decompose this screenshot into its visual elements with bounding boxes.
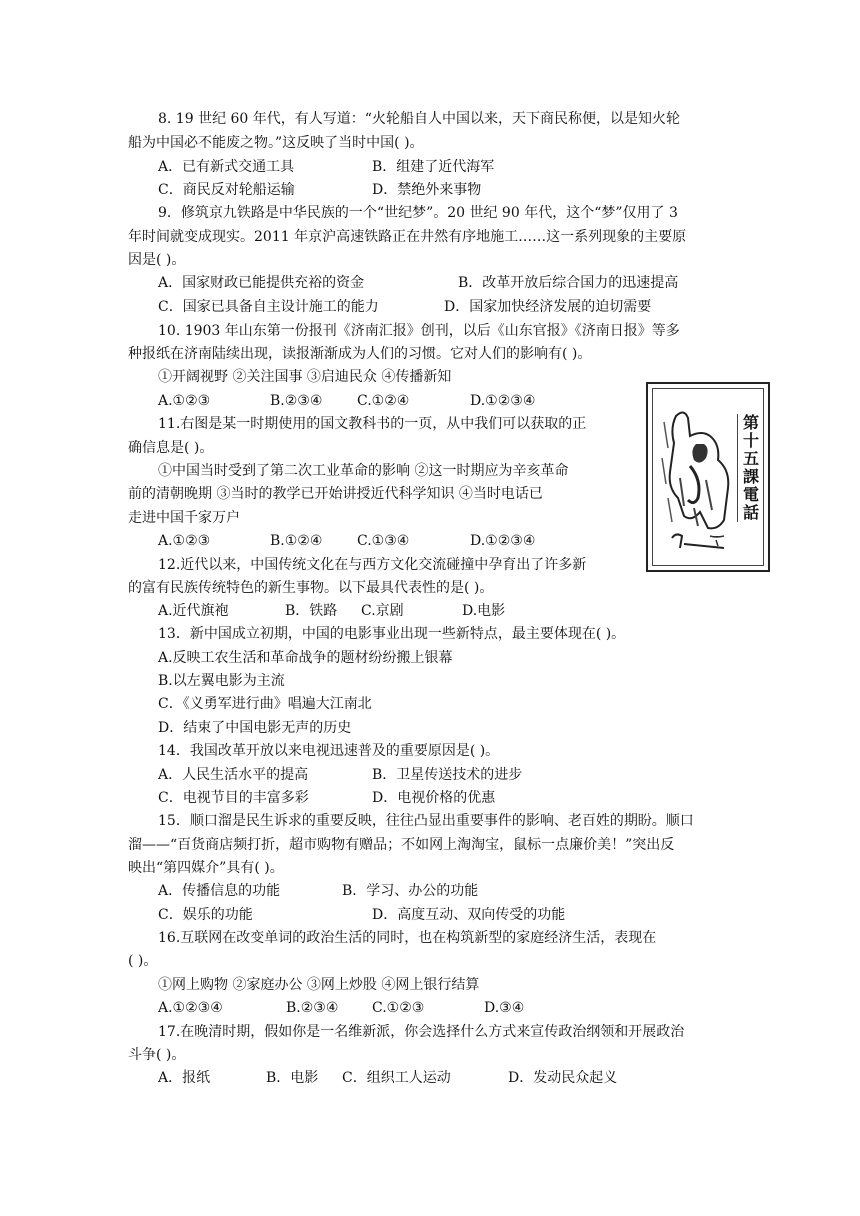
q16-stem-line-1: 16.互联网在改变单词的政治生活的同时，也在构筑新型的家庭经济生活，表现在 <box>158 930 657 946</box>
telephone-user-drawing <box>654 388 750 568</box>
lesson-title-vertical: 第十五課電話 <box>737 414 760 522</box>
q16-option-b: B.②③④ <box>286 1000 339 1016</box>
q10-option-b: B.②③④ <box>270 393 323 409</box>
q13-option-c: C．《义勇军进行曲》唱遍大江南北 <box>158 696 372 712</box>
q14-option-c: C．电视节目的丰富多彩 <box>158 790 309 806</box>
q9-option-b: B．改革开放后综合国力的迅速提高 <box>458 275 679 291</box>
q13-option-a: A.反映工农生活和革命战争的题材纷纷搬上银幕 <box>158 650 453 666</box>
q12-stem-line-1: 12.近代以来，中国传统文化在与西方文化交流碰撞中孕育出了许多新 <box>158 557 587 573</box>
q13-option-d: D．结束了中国电影无声的历史 <box>158 720 352 736</box>
q10-option-c: C.①②④ <box>357 393 410 409</box>
q9-stem-line-2: 年时间就变成现实。2011 年京沪高速铁路正在井然有序地施工……这一系列现象的主要原 <box>128 229 687 245</box>
q9-stem-line-3: 因是( )。 <box>128 252 186 268</box>
q15-option-b: B．学习、办公的功能 <box>342 883 479 899</box>
q8-stem-line-1: 8. 19 世纪 60 年代，有人写道：“火轮船自人中国以来，天下商民称便，以是知火轮 <box>158 111 680 127</box>
q15-stem-line-3: 映出“第四媒介”具有( )。 <box>128 860 284 876</box>
q10-stem-line-1: 10. 1903 年山东第一份报刊《济南汇报》创刊，以后《山东官报》《济南日报》等多 <box>158 323 680 339</box>
q11-statements-line-2: 前的清朝晚期 ③当时的教学已开始讲授近代科学知识 ④当时电话已 <box>128 486 543 502</box>
q17-option-c: C．组织工人运动 <box>342 1070 451 1086</box>
q10-option-d: D.①②③④ <box>470 393 536 409</box>
q8-stem-line-2: 船为中国必不能废之物。”这反映了当时中国( )。 <box>128 135 424 151</box>
q17-stem-line-2: 斗争( )。 <box>128 1047 186 1063</box>
q17-stem-line-1: 17.在晚清时期，假如你是一名维新派，你会选择什么方式来宣传政治纲领和开展政治 <box>158 1024 685 1040</box>
q16-option-d: D.③④ <box>484 1000 525 1016</box>
q14-option-a: A．人民生活水平的提高 <box>158 767 309 783</box>
textbook-telephone-illustration <box>646 382 770 572</box>
q9-stem-line-1: 9．修筑京九铁路是中华民族的一个“世纪梦”。20 世纪 90 年代，这个“梦”仅用了 3 <box>158 205 678 221</box>
q15-stem-line-1: 15．顺口溜是民生诉求的重要反映，往往凸显出重要事件的影响、老百姓的期盼。顺口 <box>158 813 694 829</box>
q9-option-a: A．国家财政已能提供充裕的资金 <box>158 275 365 291</box>
q16-option-a: A.①②③④ <box>158 1000 223 1016</box>
q15-option-c: C．娱乐的功能 <box>158 907 253 923</box>
q15-stem-line-2: 溜——“百货商店频打折，超市购物有赠品；不如网上淘淘宝，鼠标一点廉价美！”突出反 <box>128 837 675 853</box>
q11-option-c: C.①③④ <box>357 533 410 549</box>
q12-option-d: D.电影 <box>462 603 506 619</box>
q8-option-d: D．禁绝外来事物 <box>372 182 482 198</box>
q16-statements: ①网上购物 ②家庭办公 ③网上炒股 ④网上银行结算 <box>158 977 480 993</box>
q14-stem-line-1: 14．我国改革开放以来电视迅速普及的重要原因是( )。 <box>158 743 500 759</box>
q11-option-a: A.①②③ <box>158 533 211 549</box>
q14-option-b: B．卫星传送技术的进步 <box>372 767 523 783</box>
q17-option-b: B．电影 <box>266 1070 319 1086</box>
q12-stem-line-2: 的富有民族传统特色的新生事物。以下最具代表性的是( )。 <box>128 580 494 596</box>
q15-option-d: D．高度互动、双向传受的功能 <box>372 907 566 923</box>
q10-statements: ①开阔视野 ②关注国事 ③启迪民众 ④传播新知 <box>158 369 452 385</box>
q11-statements-line-1: ①中国当时受到了第二次工业革命的影响 ②这一时期应为辛亥革命 <box>158 463 569 479</box>
q12-option-b: B．铁路 <box>285 603 338 619</box>
q8-option-c: C．商民反对轮船运输 <box>158 182 295 198</box>
q10-option-a: A.①②③ <box>158 393 211 409</box>
q17-option-d: D．发动民众起义 <box>508 1070 618 1086</box>
q13-stem-line-1: 13．新中国成立初期，中国的电影事业出现一些新特点，最主要体现在( )。 <box>158 626 626 642</box>
q8-option-a: A．已有新式交通工具 <box>158 159 295 175</box>
q9-option-c: C．国家已具备自主设计施工的能力 <box>158 299 379 315</box>
q16-stem-line-2: ( )。 <box>128 953 158 969</box>
q12-option-a: A.近代旗袍 <box>158 603 229 619</box>
q11-stem-line-2: 确信息是( )。 <box>128 440 214 456</box>
q8-option-b: B．组建了近代海军 <box>372 159 495 175</box>
q13-option-b: B.以左翼电影为主流 <box>158 673 285 689</box>
q12-option-c: C.京剧 <box>361 603 404 619</box>
q11-option-b: B.①②④ <box>270 533 323 549</box>
q15-option-a: A．传播信息的功能 <box>158 883 281 899</box>
q16-option-c: C.①②③ <box>372 1000 425 1016</box>
q17-option-a: A．报纸 <box>158 1070 211 1086</box>
q9-option-d: D．国家加快经济发展的迫切需要 <box>444 299 652 315</box>
q14-option-d: D．电视价格的优惠 <box>372 790 496 806</box>
q11-stem-line-1: 11.右图是某一时期使用的国文教科书的一页，从中我们可以获取的正 <box>158 416 587 432</box>
q11-statements-line-3: 走进中国千家万户 <box>128 510 240 526</box>
q11-option-d: D.①②③④ <box>470 533 536 549</box>
q10-stem-line-2: 种报纸在济南陆续出现，读报渐渐成为人们的习惯。它对人们的影响有( )。 <box>128 346 592 362</box>
